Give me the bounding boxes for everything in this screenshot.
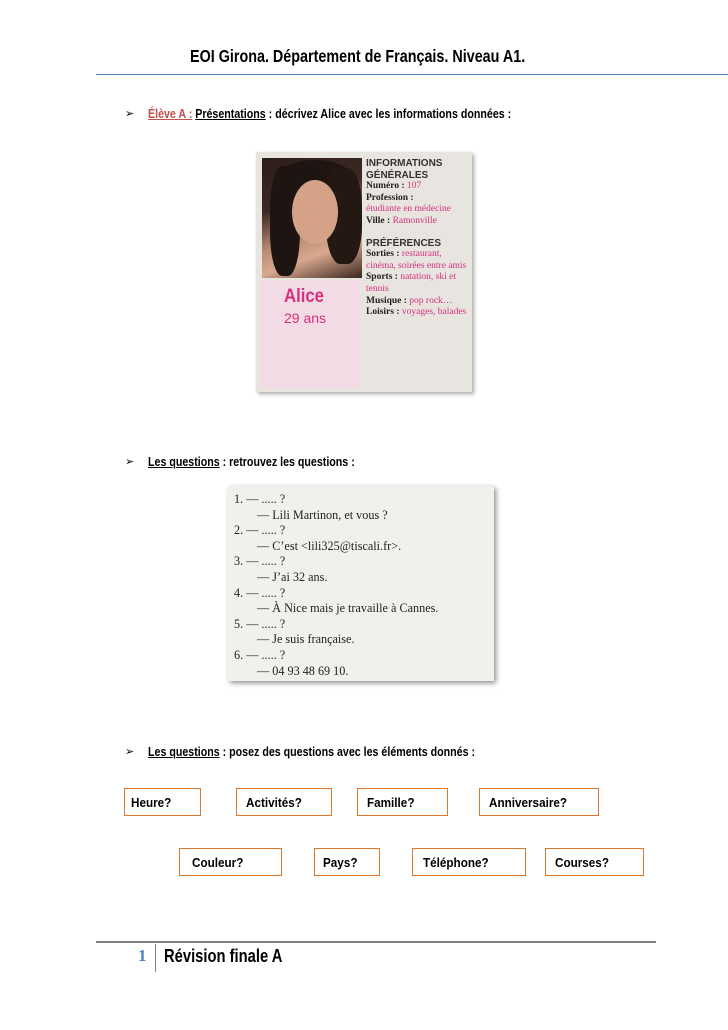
word-box-heure: Heure? <box>124 788 201 816</box>
section-ask-questions-text <box>148 744 475 759</box>
word-box-telephone: Téléphone? <box>412 848 526 876</box>
word-box-activites: Activités? <box>236 788 332 816</box>
numero-key: Numéro : <box>366 181 405 192</box>
header-divider <box>96 74 728 75</box>
sorties-key: Sorties : <box>366 249 400 260</box>
ville-val: Ramonville <box>392 215 437 226</box>
question-line: 6. — ..... ? <box>234 647 286 662</box>
question-list <box>234 492 438 679</box>
profession-val: étudiante en médecine <box>366 204 451 215</box>
instruction-text: : retrouvez les questions : <box>219 454 355 469</box>
loisirs-key: Loisirs : <box>366 307 400 318</box>
student-label: Élève A : <box>148 106 193 121</box>
section-ask-questions <box>125 744 547 759</box>
loisirs-val: voyages, balades <box>401 307 467 318</box>
answer-line: — C’est <lili325@tiscali.fr>. <box>257 538 402 553</box>
questions-image <box>228 486 494 681</box>
instruction-text: : posez des questions avec les éléments donnés : <box>219 744 476 759</box>
ville-key: Ville : <box>366 215 391 226</box>
arrow-bullet-icon: ➢ <box>125 107 135 120</box>
musique-val: pop rock… <box>409 295 453 306</box>
page-header-title: EOI Girona. Département de Français. Niveau A1. <box>190 46 526 66</box>
footer-separator <box>155 944 156 972</box>
word-box-couleur: Couleur? <box>179 848 282 876</box>
card-age: 29 ans <box>284 310 327 326</box>
profession-key: Profession : <box>366 192 414 203</box>
word-box-pays: Pays? <box>314 848 380 876</box>
numero-val: 107 <box>406 181 422 192</box>
word-box-famille: Famille? <box>357 788 448 816</box>
questions-label: Les questions <box>148 744 220 759</box>
answer-line: — J’ai 32 ans. <box>257 569 328 584</box>
arrow-bullet-icon: ➢ <box>125 455 135 468</box>
word-box-courses: Courses? <box>545 848 644 876</box>
alice-photo <box>262 158 362 278</box>
page-number: 1 <box>138 946 147 965</box>
question-line: 4. — ..... ? <box>234 585 286 600</box>
sorties-val: restaurant, cinéma, soirées entre amis <box>366 249 467 271</box>
question-line: 2. — ..... ? <box>234 523 286 538</box>
sports-val: natation, ski et tennis <box>366 272 456 294</box>
instruction-text: : décrivez Alice avec les informations données : <box>265 106 512 121</box>
alice-profile-card <box>256 152 472 392</box>
general-heading-2: GÉNÉRALES <box>366 169 429 181</box>
answer-line: — 04 93 48 69 10. <box>257 663 349 678</box>
question-line: 3. — ..... ? <box>234 554 286 569</box>
section-find-questions-text <box>148 454 355 469</box>
arrow-bullet-icon: ➢ <box>125 745 135 758</box>
word-box-anniversaire: Anniversaire? <box>479 788 599 816</box>
questions-label: Les questions <box>148 454 220 469</box>
general-heading-1: INFORMATIONS <box>366 158 443 169</box>
section-presentations-text <box>148 106 511 121</box>
section-presentations <box>125 106 591 121</box>
answer-line: — À Nice mais je travaille à Cannes. <box>257 601 439 616</box>
pref-heading: PRÉFÉRENCES <box>366 237 442 249</box>
card-info-panel <box>366 158 470 319</box>
answer-line: — Lili Martinon, et vous ? <box>257 507 388 522</box>
topic-label: Présentations <box>195 106 266 121</box>
footer-title: Révision finale A <box>164 946 283 966</box>
question-line: 5. — ..... ? <box>234 616 286 631</box>
section-find-questions <box>125 454 400 469</box>
answer-line: — Je suis française. <box>257 632 355 647</box>
question-line: 1. — ..... ? <box>234 492 286 506</box>
sports-key: Sports : <box>366 272 398 283</box>
card-name: Alice <box>284 286 324 307</box>
footer-divider <box>96 941 656 943</box>
musique-key: Musique : <box>366 295 407 306</box>
